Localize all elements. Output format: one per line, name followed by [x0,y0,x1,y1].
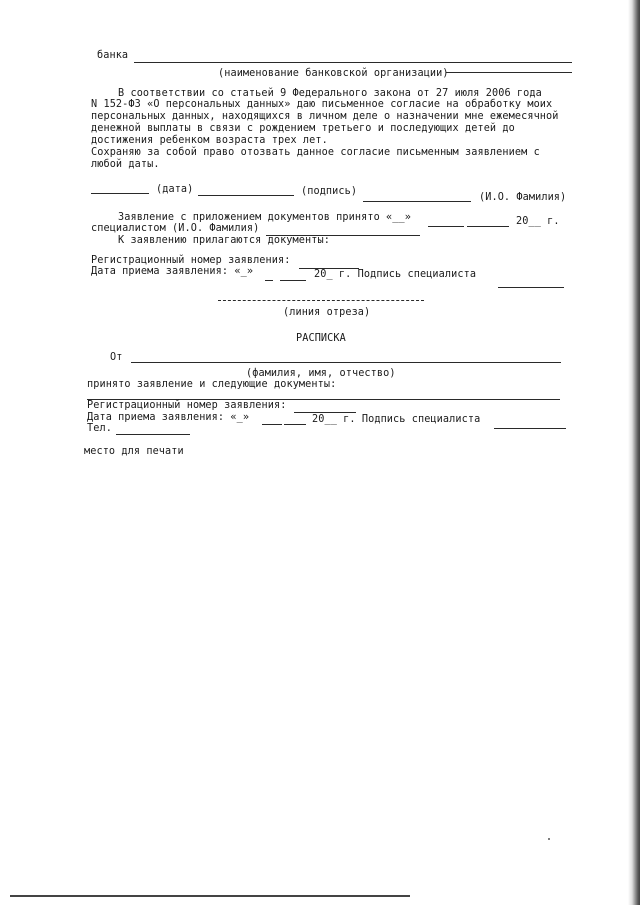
date-line [91,193,149,194]
receipt-date-a: Дата приема заявления: «_» [87,412,250,423]
receipt-number-line [294,412,356,413]
receipt-phone-line [116,434,190,435]
accepted-month-line-2 [467,226,509,227]
accepted-line-3: К заявлению прилагаются документы: [118,235,330,246]
registration-month-line [265,280,273,281]
consent-line-7: любой даты. [91,159,160,170]
registration-sign-line [498,287,564,288]
accepted-line-2: специалистом (И.О. Фамилия) [91,223,260,234]
consent-line-3: персональных данных, находящихся в личном деле о назначении мне ежемесячной [91,111,559,122]
registration-month-line-2 [280,280,306,281]
bank-label: банка [97,50,129,61]
receipt-month-line [262,424,282,425]
scan-speck [548,838,550,840]
consent-line-6: Сохраняю за собой право отозвать данное согласие письменным заявлением с [91,147,540,158]
consent-line-1: В соответствии со статьей 9 Федерального закона от 27 июля 2006 года [118,88,542,99]
sign-caption: (подпись) [301,186,358,197]
receipt-sign-line [494,428,566,429]
bank-name-line [134,62,572,63]
name-line [363,201,471,202]
registration-number: Регистрационный номер заявления: [91,255,291,266]
cut-dashed-line [218,300,424,301]
receipt-fio-caption: (фамилия, имя, отчество) [246,368,396,379]
receipt-phone: Тел. [87,423,112,434]
date-caption: (дата) [156,184,194,195]
scan-edge-shadow [618,0,640,905]
stamp-place: место для печати [84,446,184,457]
receipt-accepted: принято заявление и следующие документы: [87,379,337,390]
scan-bottom-line [10,895,410,897]
receipt-date-b: 20__ г. Подпись специалиста [312,414,481,425]
accepted-year: 20__ г. [516,216,560,227]
registration-date-a: Дата приема заявления: «_» [91,266,254,277]
bank-caption: (наименование банковской организации) [218,68,449,79]
name-caption: (И.О. Фамилия) [479,192,567,203]
accepted-line-1: Заявление с приложением документов принято «__» [118,212,411,223]
consent-line-4: денежной выплаты в связи с рождением третьего и последующих детей до [91,123,515,134]
accepted-month-line [428,226,464,227]
receipt-month-line-2 [284,424,306,425]
receipt-number: Регистрационный номер заявления: [87,400,287,411]
receipt-fio-line [131,362,561,363]
registration-date-b: 20_ г. Подпись специалиста [314,269,477,280]
receipt-from: От [110,352,123,363]
receipt-title: РАСПИСКА [296,333,346,344]
sign-line [198,195,294,196]
consent-line-5: достижения ребенком возраста трех лет. [91,135,328,146]
bank-name-line-2 [446,72,572,73]
consent-line-2: N 152-ФЗ «О персональных данных» даю письменное согласие на обработку моих [91,99,553,110]
cut-caption: (линия отреза) [283,307,371,318]
